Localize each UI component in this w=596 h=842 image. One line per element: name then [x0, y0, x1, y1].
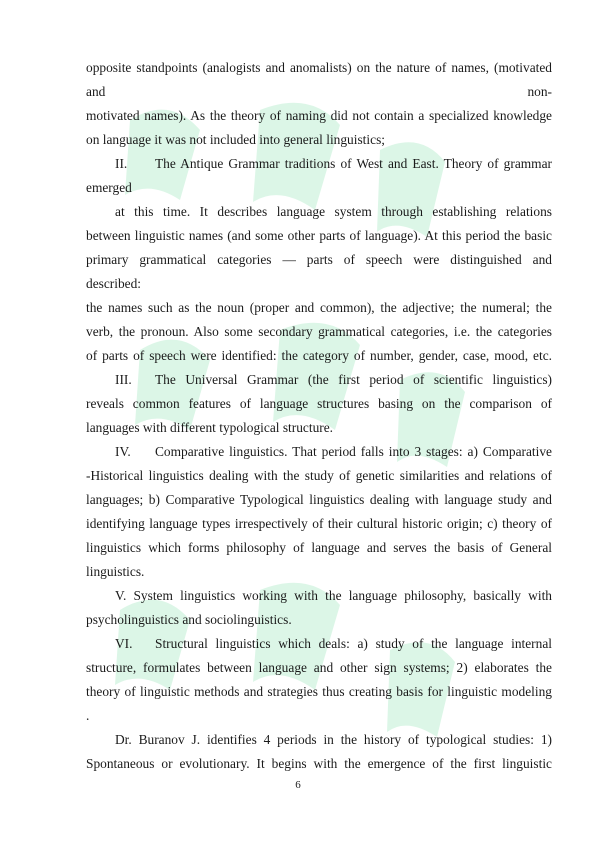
text-line: emerged: [86, 180, 132, 195]
text-line: motivated names). As the theory of naming did not contain a specialized knowledge: [86, 108, 552, 123]
text-line: verb, the pronoun. Also some secondary grammatical categories, i.e. the categories: [86, 324, 552, 339]
text-line: linguistics.: [86, 564, 145, 579]
list-item-heading: III. The Universal Grammar (the first period of scientific linguistics): [115, 372, 552, 387]
text-line: linguistics which forms philosophy of language and serves the basis of General: [86, 540, 552, 555]
text-line: on language it was not included into general linguistics;: [86, 132, 385, 147]
page-number: 6: [295, 779, 301, 791]
list-item-heading: VI. Structural linguistics which deals: a) study of the language internal: [115, 636, 552, 651]
text-line: and non-: [86, 84, 552, 99]
body-text: [86, 56, 552, 776]
list-item-heading: IV. Comparative linguistics. That period falls into 3 stages: a) Comparative: [115, 444, 552, 459]
text-line: Spontaneous or evolutionary. It begins with the emergence of the first linguistic: [86, 756, 552, 771]
text-line: at this time. It describes language system through establishing relations: [115, 204, 552, 219]
text-line: the names such as the noun (proper and common), the adjective; the numeral; the: [86, 300, 552, 315]
text-line: identifying language types irrespectively of their cultural historic origin; c) theory of: [86, 516, 552, 531]
text-line: languages with different typological structure.: [86, 420, 334, 435]
text-line: Dr. Buranov J. identifies 4 periods in the history of typological studies: 1): [115, 732, 552, 747]
text-line: theory of linguistic methods and strategies thus creating basis for linguistic modeling: [86, 684, 552, 699]
text-line: of parts of speech were identified: the category of number, gender, case, mood, etc.: [86, 348, 552, 363]
text-line: primary grammatical categories — parts of speech were distinguished and: [86, 252, 552, 267]
text-line: described:: [86, 276, 142, 291]
text-line: -Historical linguistics dealing with the study of genetic similarities and relations of: [86, 468, 552, 483]
text-line: structure, formulates between language and other sign systems; 2) elaborates the: [86, 660, 552, 675]
text-line: between linguistic names (and some other parts of language). At this period the basic: [86, 228, 552, 243]
text-line: reveals common features of language structures basing on the comparison of: [86, 396, 552, 411]
text-line: V. System linguistics working with the language philosophy, basically with: [115, 588, 552, 603]
text-line: psycholinguistics and sociolinguistics.: [86, 612, 292, 627]
text-line: languages; b) Comparative Typological linguistics dealing with language study and: [86, 492, 552, 507]
text-line: opposite standpoints (analogists and anomalists) on the nature of names, (motivated: [86, 60, 552, 75]
list-item-heading: II. The Antique Grammar traditions of West and East. Theory of grammar: [115, 156, 552, 171]
text-line: .: [86, 708, 90, 723]
